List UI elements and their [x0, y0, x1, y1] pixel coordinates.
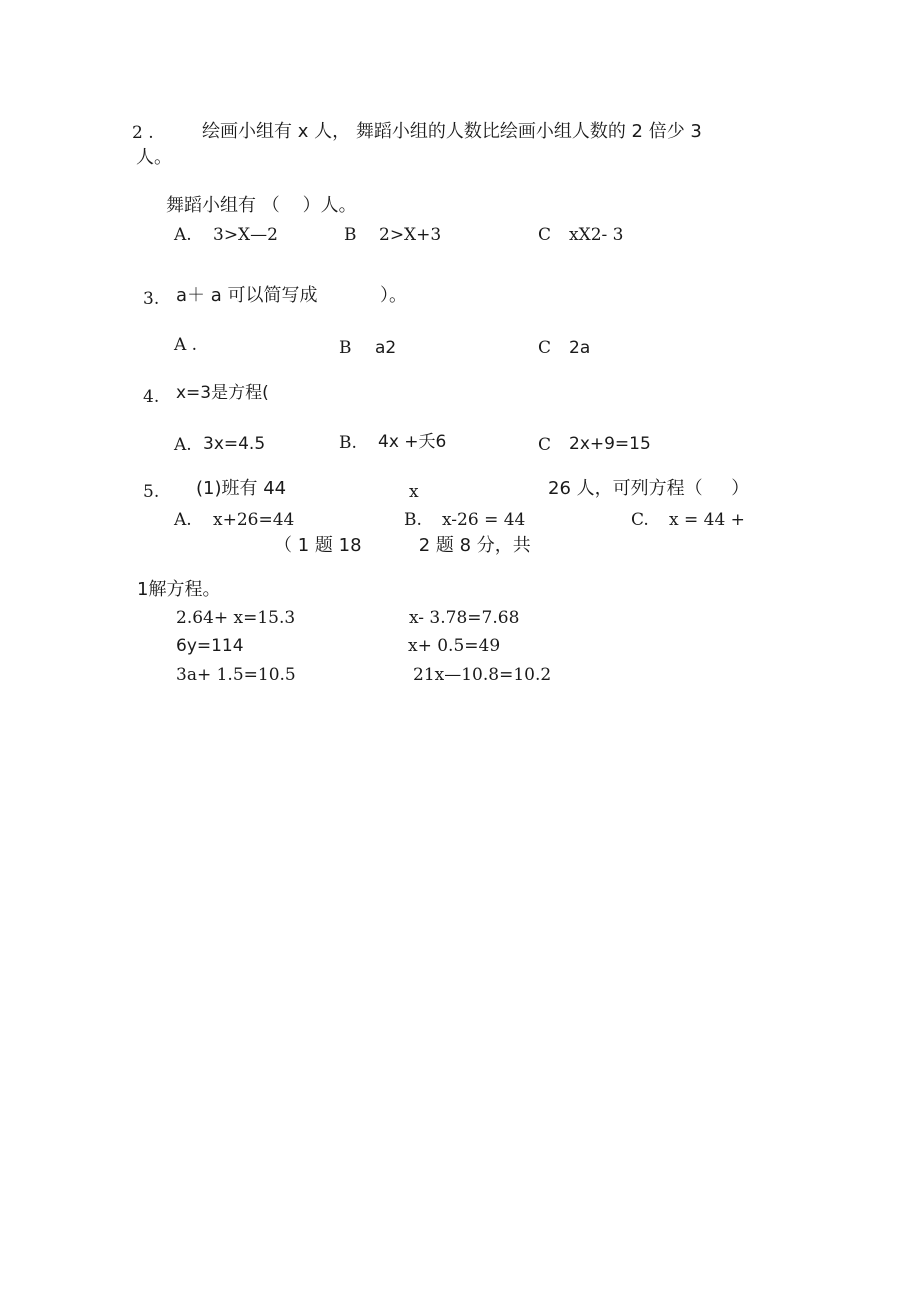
q2-text: 绘画小组有 x 人， 舞蹈小组的人数比绘画小组人数的 2 倍少 3	[202, 121, 702, 142]
q2-prompt: 舞蹈小组有 （ ）人。	[166, 195, 357, 216]
q4-text: x=3是方程(	[176, 383, 269, 403]
q5-part1: (1)班有 44	[196, 478, 287, 499]
q3-option-c-value: 2a	[569, 338, 591, 358]
q5-part2: x	[409, 482, 419, 502]
q5-option-c-value: x = 44 +	[669, 510, 745, 530]
q4-option-b-letter: B.	[339, 433, 357, 453]
q2-option-c-letter: C	[538, 225, 552, 245]
equation: 2.64+ x=15.3	[176, 608, 296, 628]
q4-option-c-letter: C	[538, 435, 552, 455]
q2-option-c-value: xX2- 3	[569, 225, 624, 245]
equation: 6y=114	[176, 636, 244, 656]
q5-option-a-value: x+26=44	[213, 510, 295, 530]
q2-option-b-letter: B	[344, 225, 357, 245]
q4-option-b-value: 4x +夭6	[378, 432, 447, 452]
q3-option-a-letter: A .	[174, 335, 198, 355]
equation: 21x—10.8=10.2	[413, 665, 552, 685]
q4-option-a-value: 3x=4.5	[203, 434, 266, 454]
q3-option-b-value: a2	[375, 338, 397, 358]
equation: 3a+ 1.5=10.5	[176, 665, 296, 685]
q2-option-b-value: 2>X+3	[379, 225, 442, 245]
section-header: （ 1 题 18 2 题 8 分，共	[274, 535, 531, 556]
q5-number: 5.	[143, 482, 160, 502]
q2-option-a-value: 3>X—2	[213, 225, 278, 245]
q3-text: a＋ a 可以简写成	[176, 285, 318, 306]
solve-title: 1解方程。	[137, 579, 221, 600]
q2-number: 2 .	[132, 123, 154, 143]
q2-text-continued: 人。	[136, 147, 172, 168]
q5-option-c-letter: C.	[631, 510, 649, 530]
q4-option-c-value: 2x+9=15	[569, 434, 651, 454]
q3-option-c-letter: C	[538, 338, 552, 358]
q4-number: 4.	[143, 387, 160, 407]
q3-option-b-letter: B	[339, 338, 352, 358]
q5-part3: 26 人，可列方程（ ）	[548, 478, 750, 499]
q3-paren: ）。	[380, 285, 407, 306]
q5-option-b-letter: B.	[404, 510, 422, 530]
equation: x- 3.78=7.68	[409, 608, 520, 628]
q5-option-b-value: x-26 = 44	[442, 510, 526, 530]
equation: x+ 0.5=49	[408, 636, 501, 656]
q4-option-a-letter: A.	[174, 435, 192, 455]
q3-number: 3.	[143, 289, 160, 309]
q2-option-a-letter: A.	[174, 225, 192, 245]
q5-option-a-letter: A.	[174, 510, 192, 530]
